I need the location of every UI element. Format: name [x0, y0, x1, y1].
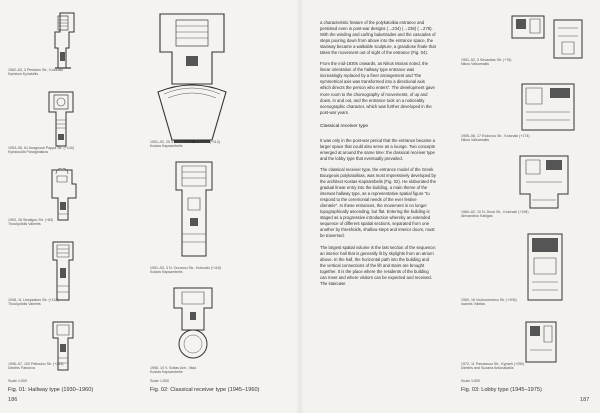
receiver-scale: Scale 1:500	[150, 379, 169, 383]
receiver-plan-2	[172, 160, 216, 258]
fig-03-caption: Fig. 03: Lobby type (1945–1975)	[461, 387, 542, 393]
hallway-caption-2: 1953–55, 61 Anagnosti Pappa Str. (+140) Kyriakoulis Panagiotakos	[8, 146, 75, 155]
receiver-caption-3: 1956, 10 V. Sofias Ave., Ilisia Kostas Kapsambelis	[150, 366, 197, 375]
hallway-caption-5: 1956–57, 100 Patission Str. (+244) Dimitris Fatouros	[8, 362, 64, 371]
lobby-plan-3	[518, 154, 570, 210]
hallway-caption-4: 1948, 11 Lampsakos Str. (+118) Thoukydidis Valentis	[8, 298, 59, 307]
hallway-scale: Scale 1:500	[8, 379, 27, 383]
lobby-scale: Scale 1:500	[461, 379, 480, 383]
lobby-caption-5: 1972, 11 Parnassou Str., Kypseli (+250) Dimitris and Suzana Antonakakis	[461, 362, 525, 371]
body-text-column	[320, 20, 436, 396]
body-paragraph-1: a characteristic feature of the polykatoikia entrance and persisted even in post-war designs (→234) (→238) (→278). With the winding and curling balustrades and the cascades of steps pouring down from above into the entrance space, the stairway became a walkable sculpture, a grandiose finale that takes the movement out of sight of the entrance (Fig. 04).	[320, 20, 436, 56]
receiver-caption-1: 1951–52, 25 V. Sofias Ave., Kolonaki (+113) Kostas Kapsambelis	[150, 140, 220, 149]
fig-01-caption: Fig. 01: Hallway type (1930–1960)	[8, 387, 94, 393]
body-paragraph-2: From the mid-1930s onwards, as Nikos Moiras noted, the linear orientation of the hallway type entrance was increasingly replaced by a freer arrangement and "the symmetrical axis was transformed into a directional axis which directs the person who enters". The development gave more room to the choreography of movements, of up and down, in and out, and the entrance took on a noticeably scenographic character, which was further developed in the post-war years.	[320, 61, 435, 115]
lobby-caption-4: 1960, 16 Voukourestiou Str. (+206) Ioannis Vikelas	[461, 298, 517, 307]
page-number-left: 186	[8, 397, 18, 403]
lobby-caption-1: 1951–52, 5 Sevastias Str. (+76) Nikos Valsamakis	[461, 58, 512, 67]
page-number-right: 187	[580, 397, 590, 403]
fig-02-caption: Fig. 02: Classical receiver type (1945–1960)	[150, 387, 260, 393]
lobby-caption-3: 1960–62, 10 N. Drosi Str., Kolonaki (+198) Alexandros Kalligas	[461, 210, 529, 219]
lobby-plan-1	[510, 14, 546, 40]
hallway-caption-3: 1953, 28 Stratigou Str. (+83) Thoukydidis Valentis	[8, 218, 54, 227]
lobby-plan-2	[520, 82, 576, 132]
lobby-plan-5	[524, 320, 558, 364]
hallway-plan-2	[46, 90, 76, 148]
hallway-plan-1	[52, 12, 76, 74]
receiver-plan-1	[150, 12, 234, 144]
body-paragraph-5: The largest spatial volume is the last section of the sequence: an interior hall that is generally lit by skylights from an atrium above. In the hall, the horizontal path into the building and the vertical connections of the lift and stairs are brought together. It is the place where the residents of the building can meet and where visitors can be expected and received. The staircase	[320, 244, 436, 286]
lobby-caption-2: 1955–56, 17 Evdoxou Str., Kolonaki (+174) Nikos Valsamakis	[461, 134, 530, 143]
body-paragraph-4: The classical receiver type, the entrance model of the Greek Bourgeois polykatoikias, was most impressively developed by the architect Kostas Kapsambelis (Fig. 02). He elaborated the gradual linear entry into the building, a main theme of the interwar hallway type, as a representative spatial figure "to respond to the ceremonial needs of the ever festive clientele". In these entrances, the movement is no longer topographically ascending, but flat. Entering the building is staged as a progressive introduction whereby an extended sequence of different spatial sections, separated from one another by thresholds, shallow steps and interior doors, must be traversed.	[320, 166, 436, 239]
receiver-plan-3	[170, 286, 216, 364]
section-heading-classical-receiver: Classical receiver type	[320, 123, 368, 129]
lobby-plan-1b	[552, 18, 584, 60]
hallway-plan-3	[48, 168, 78, 222]
hallway-plan-4	[48, 240, 76, 302]
receiver-caption-2: 1951–53, 3 N. Ouranou Str., Kolonaki (+118) Kostas Kapsambelis	[150, 266, 221, 275]
body-paragraph-3: It was only in the post-war period that the entrance became a larger space that could also serve as a lounge. Two concepts emerged at around the same time: the classical receiver type and the lobby type that eventually prevailed.	[320, 137, 436, 161]
lobby-plan-4	[526, 232, 564, 302]
book-gutter	[296, 0, 304, 413]
hallway-caption-1: 1962–63, 3 Pleiadon Str., Kolonaki Kyriakos Kyriakidis	[8, 68, 64, 77]
